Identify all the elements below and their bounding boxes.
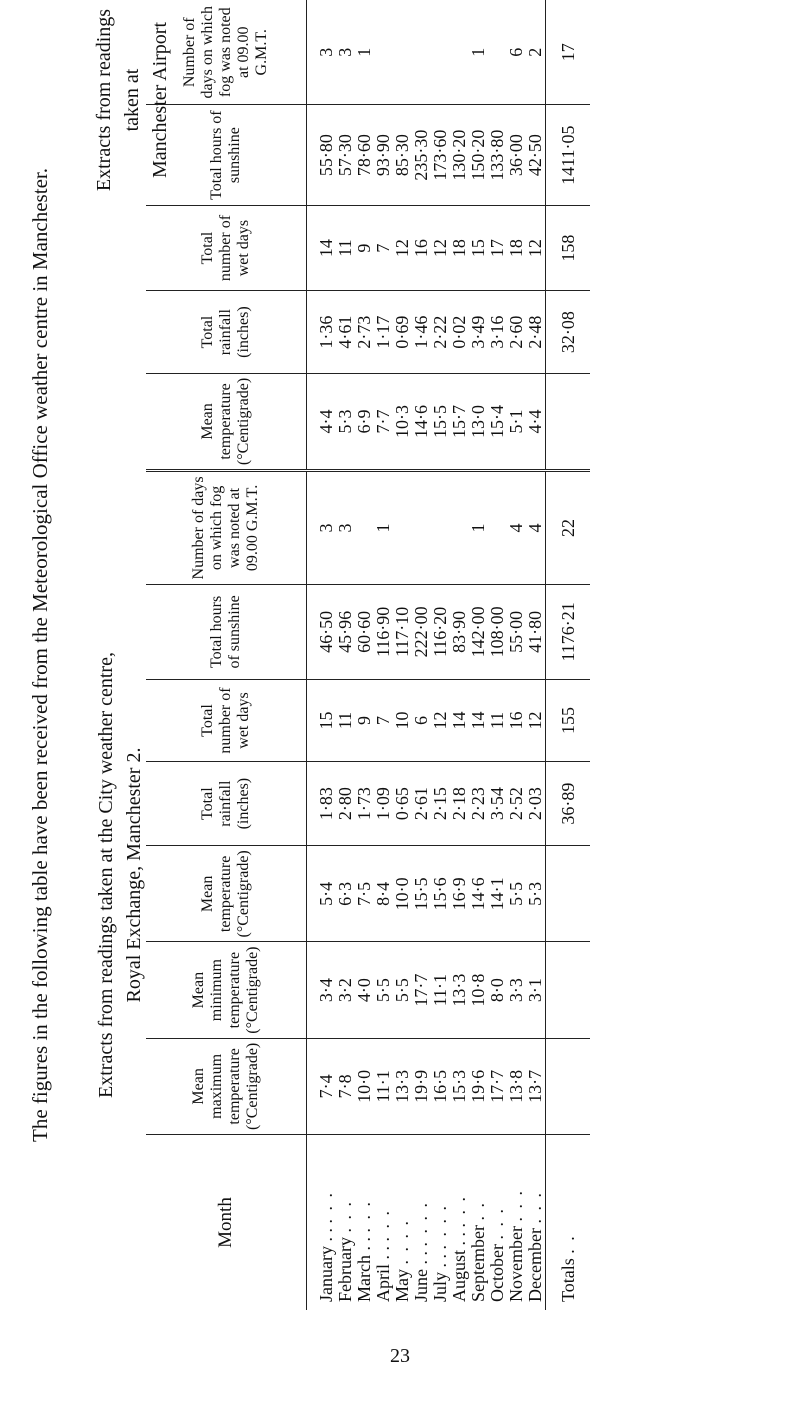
- cell-city-mean: 8·4: [374, 846, 393, 942]
- cell-city-sun: 116·90: [374, 584, 393, 679]
- cell-air-mean: 15·7: [450, 373, 469, 470]
- month-cell: [393, 1134, 412, 1310]
- cell-air-mean: 13·0: [469, 373, 488, 470]
- leader-dots: . .: [468, 1201, 488, 1221]
- header-city-sun: Total hours of sunshine: [146, 584, 307, 679]
- totals-city-wetdays: 155: [546, 679, 591, 761]
- totals-city-max: [546, 1038, 591, 1134]
- cell-city-rain: 2·61: [412, 762, 431, 846]
- cell-city-fog: [412, 471, 431, 585]
- city-section-title-line-2: Royal Exchange, Manchester 2.: [123, 747, 145, 1003]
- cell-city-sun: 222·00: [412, 584, 431, 679]
- header-month: Month: [146, 1134, 307, 1310]
- table-row: [374, 0, 393, 1310]
- cell-city-mean: 14·1: [488, 846, 507, 942]
- table-row: [526, 0, 546, 1310]
- header-city-min: Mean minimum temperature (°Centigrade): [146, 942, 307, 1038]
- table-row: [450, 0, 469, 1310]
- cell-air-fog: [374, 0, 393, 105]
- cell-city-rain: 2·15: [431, 762, 450, 846]
- cell-city-wetdays: 11: [488, 679, 507, 761]
- cell-city-fog: [450, 471, 469, 585]
- month-cell: [336, 1134, 355, 1310]
- cell-air-wetdays: 17: [488, 205, 507, 291]
- cell-city-min: 13·3: [450, 942, 469, 1038]
- cell-air-wetdays: 7: [374, 205, 393, 291]
- month-cell: [526, 1134, 546, 1310]
- cell-city-rain: 2·18: [450, 762, 469, 846]
- cell-air-fog: 6: [506, 47, 526, 57]
- totals-air-rain: 32·08: [546, 291, 591, 373]
- cell-city-sun: 117·10: [393, 584, 412, 679]
- header-air-sun: Total hours of sunshine: [146, 105, 307, 205]
- cell-city-wetdays: 14: [450, 679, 469, 761]
- airport-section-title-line-1: Extracts from readings taken at: [93, 8, 143, 192]
- cell-air-mean: 15·4: [488, 373, 507, 470]
- cell-city-mean: 15·6: [431, 846, 450, 942]
- cell-air-wetdays: 14: [317, 205, 336, 291]
- cell-city-fog: [393, 471, 412, 585]
- header-city-wetdays: Total number of wet days: [146, 679, 307, 761]
- cell-city-max: 17·7: [488, 1038, 507, 1134]
- month-label: February: [335, 1237, 355, 1302]
- cell-air-fog: 3: [335, 47, 355, 57]
- spacer-row: [307, 0, 318, 1310]
- leader-dots: . . . .: [392, 1219, 412, 1265]
- page-caption: The figures in the following table have been received from the Meteorological Office weather centre in Manchester.: [28, 168, 52, 1142]
- weather-table: [146, 0, 590, 1310]
- cell-air-mean: 6·9: [355, 373, 374, 470]
- month-label: June . .: [411, 1251, 431, 1302]
- cell-air-mean: 10·3: [393, 373, 412, 470]
- cell-city-fog: 1: [469, 471, 488, 585]
- cell-air-rain: 0·69: [393, 291, 412, 373]
- cell-air-mean: 14·6: [412, 373, 431, 470]
- table-row: [488, 0, 507, 1310]
- cell-city-min: 5·5: [393, 942, 412, 1038]
- cell-air-sun: 36·00: [507, 105, 526, 205]
- month-label: March . .: [354, 1237, 374, 1302]
- month-cell: [507, 1134, 526, 1310]
- table-row: [507, 0, 526, 1310]
- cell-city-min: 17·7: [412, 942, 431, 1038]
- cell-air-rain: 3·49: [469, 291, 488, 373]
- leader-dots: . . .: [449, 1194, 469, 1228]
- leader-dots: . . . .: [430, 1203, 450, 1250]
- cell-city-min: 3·3: [507, 942, 526, 1038]
- cell-city-max: 13·7: [526, 1038, 546, 1134]
- cell-air-rain: 4·61: [336, 291, 355, 373]
- cell-city-fog: 3: [336, 471, 355, 585]
- header-air-fog: Number of days on which fog was noted at 09.00 G.M.T.: [146, 0, 307, 105]
- cell-city-rain: 1·73: [355, 762, 374, 846]
- cell-air-wetdays: 18: [450, 205, 469, 291]
- cell-city-sun: 45·96: [336, 584, 355, 679]
- cell-city-rain: 0·65: [393, 762, 412, 846]
- month-label: September: [468, 1225, 488, 1302]
- page-number: 23: [390, 1345, 410, 1367]
- cell-city-rain: 2·80: [336, 762, 355, 846]
- cell-city-mean: 6·3: [336, 846, 355, 942]
- table-row: [336, 0, 355, 1310]
- cell-city-min: 4·0: [355, 942, 374, 1038]
- totals-city-min: [546, 942, 591, 1038]
- cell-air-rain: 2·48: [526, 291, 546, 373]
- cell-city-fog: 4: [507, 471, 526, 585]
- month-label: December: [525, 1228, 545, 1302]
- cell-air-fog: 1: [468, 47, 488, 57]
- totals-city-sun: 1176·21: [546, 584, 591, 679]
- city-section-title-line-1: Extracts from readings taken at the City weather centre,: [95, 652, 117, 1098]
- cell-city-wetdays: 7: [374, 679, 393, 761]
- month-cell: [450, 1134, 469, 1310]
- table-row: [393, 0, 412, 1310]
- cell-city-mean: 5·4: [317, 846, 336, 942]
- month-label: October: [487, 1244, 507, 1302]
- leader-dots: . . .: [373, 1209, 393, 1242]
- cell-city-max: 15·3: [450, 1038, 469, 1134]
- cell-air-fog: 2: [525, 47, 545, 57]
- cell-city-mean: 14·6: [469, 846, 488, 942]
- cell-air-sun: 42·50: [526, 105, 546, 205]
- cell-city-wetdays: 15: [317, 679, 336, 761]
- cell-city-min: 11·1: [431, 942, 450, 1038]
- cell-air-wetdays: 11: [336, 205, 355, 291]
- cell-air-sun: 173·60: [431, 105, 450, 205]
- totals-air-mean: [546, 373, 591, 470]
- cell-air-mean: 15·5: [431, 373, 450, 470]
- cell-air-sun: 57·30: [336, 105, 355, 205]
- cell-air-rain: 0·02: [450, 291, 469, 373]
- cell-air-sun: 133·80: [488, 105, 507, 205]
- cell-city-max: 19·9: [412, 1038, 431, 1134]
- table-row: [317, 0, 336, 1310]
- cell-city-sun: 55·00: [507, 584, 526, 679]
- cell-air-wetdays: 15: [469, 205, 488, 291]
- cell-air-mean: 4·4: [526, 373, 546, 470]
- cell-city-wetdays: 12: [431, 679, 450, 761]
- cell-air-fog: [412, 0, 431, 105]
- cell-air-rain: 2·73: [355, 291, 374, 373]
- totals-city-rain: 36·89: [546, 762, 591, 846]
- cell-air-rain: 1·17: [374, 291, 393, 373]
- cell-air-rain: 3·16: [488, 291, 507, 373]
- cell-city-fog: 3: [317, 471, 336, 585]
- cell-city-rain: 2·23: [469, 762, 488, 846]
- cell-air-wetdays: 18: [507, 205, 526, 291]
- cell-city-mean: 10·0: [393, 846, 412, 942]
- table-row: [431, 0, 450, 1310]
- cell-city-max: 19·6: [469, 1038, 488, 1134]
- cell-air-wetdays: 12: [393, 205, 412, 291]
- totals-dots: . .: [557, 1234, 578, 1254]
- cell-city-wetdays: 16: [507, 679, 526, 761]
- cell-city-mean: 5·3: [526, 846, 546, 942]
- cell-air-wetdays: 9: [355, 205, 374, 291]
- cell-city-min: 3·4: [317, 942, 336, 1038]
- header-city-mean: Mean temperature (°Centigrade): [146, 846, 307, 942]
- table-row: [412, 0, 431, 1310]
- totals-city-mean: [546, 846, 591, 942]
- month-cell: [317, 1134, 336, 1310]
- cell-air-fog: 1: [354, 47, 374, 57]
- cell-air-fog: 3: [316, 47, 336, 57]
- totals-label: [546, 1134, 591, 1310]
- table-row: [355, 0, 374, 1310]
- cell-air-mean: 5·1: [507, 373, 526, 470]
- cell-city-sun: 142·00: [469, 584, 488, 679]
- cell-air-sun: 93·90: [374, 105, 393, 205]
- table-body: [307, 0, 546, 1310]
- cell-air-fog: [431, 0, 450, 105]
- cell-city-max: 7·8: [336, 1038, 355, 1134]
- cell-city-min: 10·8: [469, 942, 488, 1038]
- cell-city-max: 7·4: [317, 1038, 336, 1134]
- cell-air-rain: 1·46: [412, 291, 431, 373]
- header-city-max: Mean maximum temperature (°Centigrade): [146, 1038, 307, 1134]
- leader-dots: . . .: [335, 1200, 355, 1233]
- cell-city-min: 3·1: [526, 942, 546, 1038]
- cell-city-wetdays: 6: [412, 679, 431, 761]
- cell-city-max: 13·8: [507, 1038, 526, 1134]
- cell-city-wetdays: 11: [336, 679, 355, 761]
- totals-label-text: Totals: [557, 1258, 578, 1302]
- cell-city-rain: 3·54: [488, 762, 507, 846]
- leader-dots: . . .: [316, 1191, 336, 1224]
- cell-city-wetdays: 10: [393, 679, 412, 761]
- cell-city-fog: [431, 471, 450, 585]
- cell-air-fog: [393, 0, 412, 105]
- month-cell: [374, 1134, 393, 1310]
- cell-city-fog: 4: [526, 471, 546, 585]
- month-label: July . .: [430, 1253, 450, 1302]
- cell-city-max: 11·1: [374, 1038, 393, 1134]
- cell-air-mean: 5·3: [336, 373, 355, 470]
- month-label: August . .: [449, 1231, 469, 1302]
- cell-city-wetdays: 12: [526, 679, 546, 761]
- cell-city-max: 13·3: [393, 1038, 412, 1134]
- cell-air-sun: 55·80: [317, 105, 336, 205]
- cell-city-mean: 7·5: [355, 846, 374, 942]
- airport-section-title-line-2: Manchester Airport: [149, 21, 171, 179]
- leader-dots: . . . .: [411, 1201, 431, 1247]
- cell-city-wetdays: 14: [469, 679, 488, 761]
- totals-air-wetdays: 158: [546, 205, 591, 291]
- cell-city-sun: 60·60: [355, 584, 374, 679]
- header-city-rain: Total rainfall (inches): [146, 762, 307, 846]
- cell-city-wetdays: 9: [355, 679, 374, 761]
- table-row: [469, 0, 488, 1310]
- cell-air-sun: 85·30: [393, 105, 412, 205]
- header-city-fog: Number of days on which fog was noted at 09.00 G.M.T.: [146, 471, 307, 585]
- leader-dots: . . .: [525, 1191, 545, 1224]
- cell-city-rain: 2·52: [507, 762, 526, 846]
- month-cell: [355, 1134, 374, 1310]
- cell-city-sun: 116·20: [431, 584, 450, 679]
- cell-city-fog: [355, 471, 374, 585]
- totals-city-fog: 22: [546, 471, 591, 585]
- cell-city-mean: 5·5: [507, 846, 526, 942]
- month-cell: [431, 1134, 450, 1310]
- cell-air-fog: [450, 0, 469, 105]
- cell-city-max: 10·0: [355, 1038, 374, 1134]
- cell-air-sun: 130·20: [450, 105, 469, 205]
- city-section-title: [92, 440, 148, 1310]
- totals-row: [546, 0, 591, 1310]
- month-cell: [412, 1134, 431, 1310]
- header-air-rain: Total rainfall (inches): [146, 291, 307, 373]
- cell-city-sun: 46·50: [317, 584, 336, 679]
- cell-city-sun: 41·80: [526, 584, 546, 679]
- header-row: [146, 0, 307, 1310]
- cell-city-min: 8·0: [488, 942, 507, 1038]
- cell-air-rain: 1·36: [317, 291, 336, 373]
- cell-city-min: 3·2: [336, 942, 355, 1038]
- cell-air-wetdays: 12: [431, 205, 450, 291]
- cell-city-fog: 1: [374, 471, 393, 585]
- cell-air-wetdays: 16: [412, 205, 431, 291]
- cell-air-sun: 78·60: [355, 105, 374, 205]
- cell-city-min: 5·5: [374, 942, 393, 1038]
- cell-city-rain: 1·83: [317, 762, 336, 846]
- cell-air-sun: 235·30: [412, 105, 431, 205]
- cell-city-mean: 15·5: [412, 846, 431, 942]
- leader-dots: . . .: [506, 1189, 526, 1222]
- cell-city-fog: [488, 471, 507, 585]
- month-label: November: [506, 1226, 526, 1302]
- month-cell: [488, 1134, 507, 1310]
- cell-city-mean: 16·9: [450, 846, 469, 942]
- totals-air-sun: 1411·05: [546, 105, 591, 205]
- cell-air-fog: [488, 0, 507, 105]
- cell-city-max: 16·5: [431, 1038, 450, 1134]
- month-cell: [469, 1134, 488, 1310]
- header-air-mean: Mean temperature (°Centigrade): [146, 373, 307, 470]
- cell-city-sun: 83·90: [450, 584, 469, 679]
- cell-air-sun: 150·20: [469, 105, 488, 205]
- cell-air-wetdays: 12: [526, 205, 546, 291]
- cell-air-rain: 2·60: [507, 291, 526, 373]
- totals-air-fog: 17: [546, 0, 591, 105]
- month-label: January . .: [316, 1228, 336, 1302]
- cell-city-sun: 108·00: [488, 584, 507, 679]
- month-label: April . .: [373, 1246, 393, 1302]
- leader-dots: . . .: [354, 1200, 374, 1233]
- cell-city-rain: 1·09: [374, 762, 393, 846]
- leader-dots: . . .: [487, 1207, 507, 1240]
- cell-city-rain: 2·03: [526, 762, 546, 846]
- header-air-wetdays: Total number of wet days: [146, 205, 307, 291]
- cell-air-mean: 7·7: [374, 373, 393, 470]
- month-label: May: [392, 1269, 412, 1302]
- cell-air-mean: 4·4: [317, 373, 336, 470]
- cell-air-rain: 2·22: [431, 291, 450, 373]
